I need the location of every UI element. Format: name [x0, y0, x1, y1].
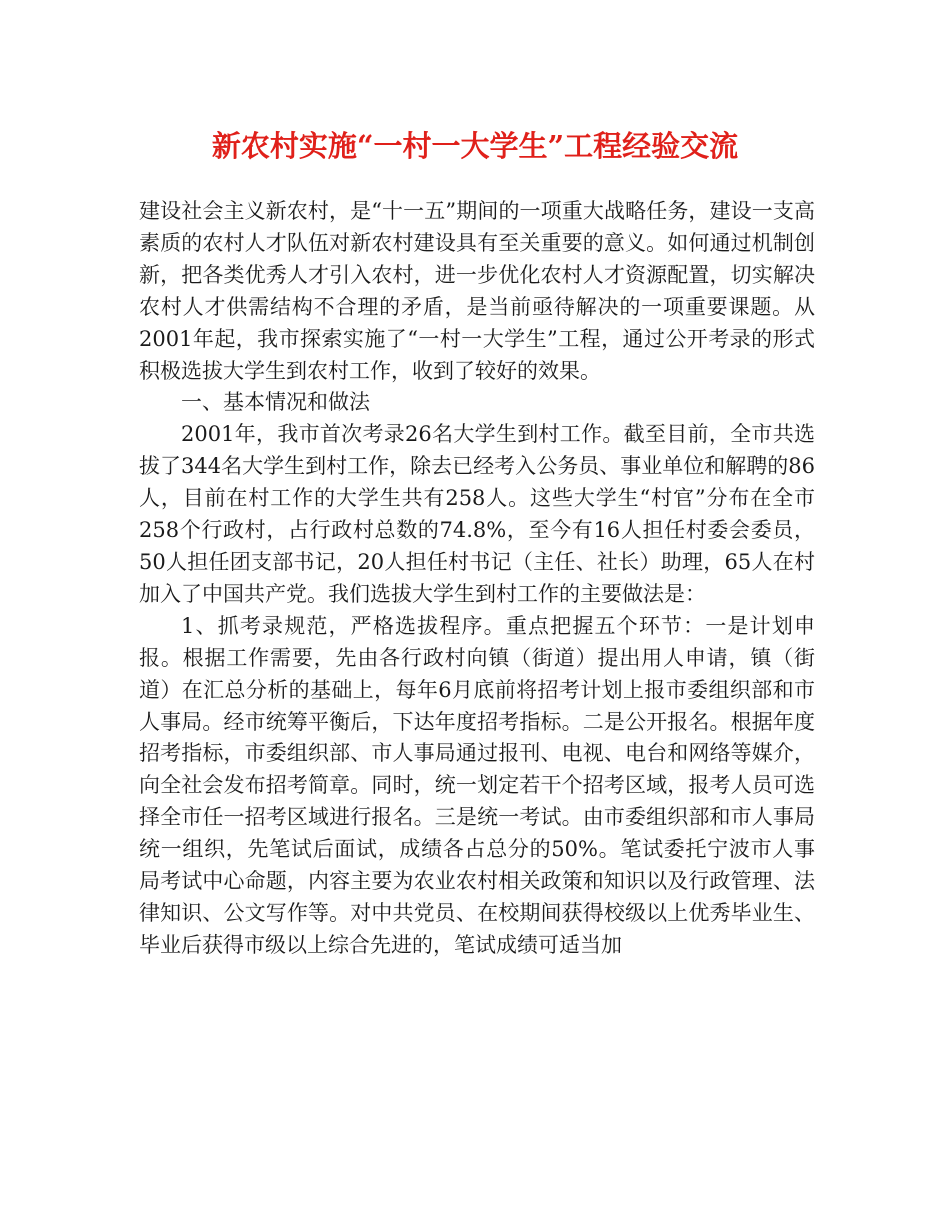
section-heading-basic-situation: 一、基本情况和做法 — [181, 390, 370, 415]
body-paragraph-exam-procedure: 1、抓考录规范，严格选拔程序。重点把握五个环节：一是计划申报。根据工作需要，先由各行政村向镇（街道）提出用人申请，镇（街道）在汇总分析的基础上，每年6月底前将招考计划上报市委组织部和市人事局。经市统筹平衡后，下达年度招考指标。二是公开报名。根据年度招考指标，市委组织部、市人事局通过报刊、电视、电台和网络等媒介，向全社会发布招考简章。同时，统一划定若干个招考区域，报考人员可选择全市任一招考区域进行报名。三是统一考试。由市委组织部和市人事局统一组织，先笔试后面试，成绩各占总分的50%。笔试委托宁波市人事局考试中心命题，内容主要为农业农村相关政策和知识以及行政管理、法律知识、公文写作等。对中共党员、在校期间获得校级以上优秀毕业生、毕业后获得市级以上综合先进的，笔试成绩可适当加 — [139, 613, 815, 957]
document-body — [139, 196, 815, 962]
intro-paragraph: 建设社会主义新农村，是“十一五”期间的一项重大战略任务，建设一支高素质的农村人才队伍对新农村建设具有至关重要的意义。如何通过机制创新，把各类优秀人才引入农村，进一步优化农村人才资源配置，切实解决农村人才供需结构不合理的矛盾，是当前亟待解决的一项重要课题。从2001年起，我市探索实施了“一村一大学生”工程，通过公开考录的形式积极选拔大学生到农村工作，收到了较好的效果。 — [139, 199, 815, 383]
document-title: 新农村实施“一村一大学生”工程经验交流 — [211, 129, 739, 163]
body-paragraph-statistics: 2001年，我市首次考录26名大学生到村工作。截至目前，全市共选拔了344名大学生到村工作，除去已经考入公务员、事业单位和解聘的86人，目前在村工作的大学生共有258人。这些大学生“村官”分布在全市258个行政村，占行政村总数的74.8%，至今有16人担任村委会委员，50人担任团支部书记，20人担任村书记（主任、社长）助理，65人在村加入了中国共产党。我们选拔大学生到村工作的主要做法是： — [139, 422, 815, 606]
